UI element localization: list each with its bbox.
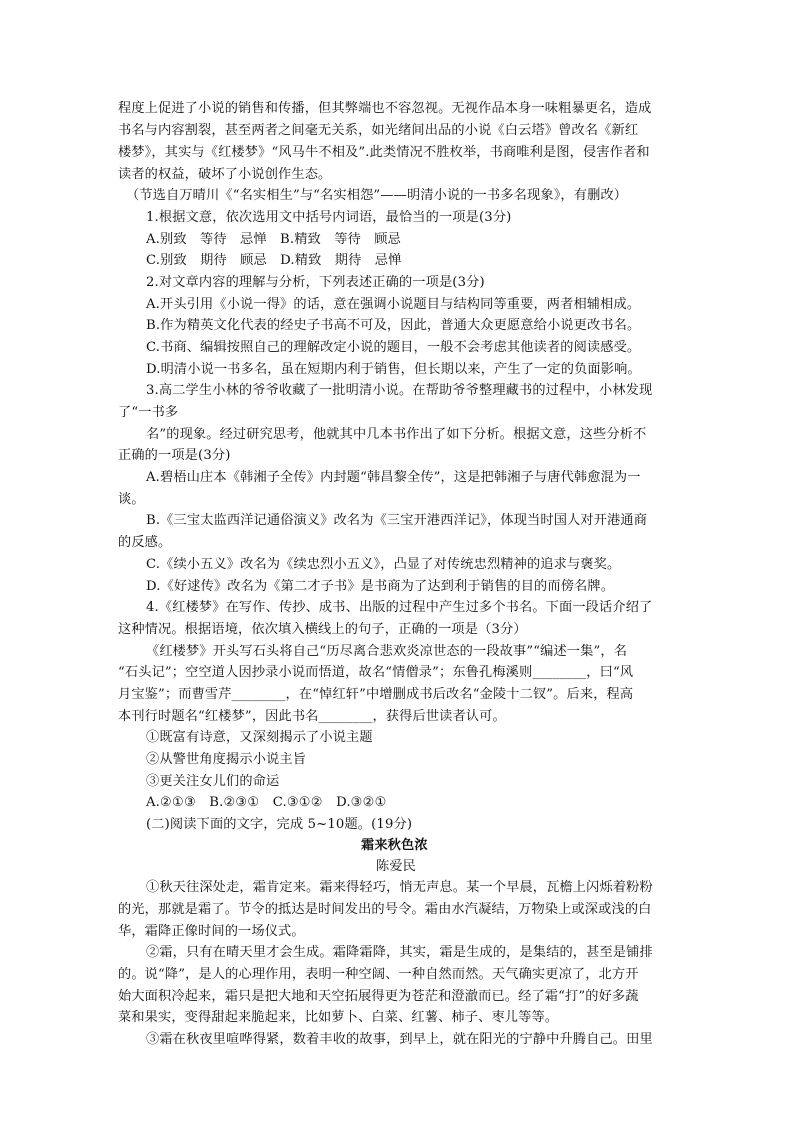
article-title: 霜来秋色浓	[361, 838, 428, 853]
question-3-option-b: B.《三宝太监西洋记通俗演义》改名为《三宝开港西洋记》，体现当时国人对开港通商	[146, 513, 648, 528]
article-paragraph-1: ①秋天往深处走，霜肯定来。霜来得轻巧，悄无声息。某一个早晨，瓦檐上闪烁着粉粉	[146, 880, 653, 895]
question-3-option-c: C.《续小五义》改名为《续忠烈小五义》，凸显了对传统忠烈精神的追求与褒奖。	[146, 557, 621, 572]
article-paragraph-3: ③霜在秋夜里喧哗得紧，数着丰收的故事，到早上，就在阳光的宁静中升腾自己。田里	[146, 1032, 653, 1047]
question-2-option-d: D.明清小说一书多名，虽在短期内利于销售，但长期以来，产生了一定的负面影响。	[146, 362, 641, 377]
question-3-stem: 正确的一项是(3分)	[118, 448, 231, 463]
question-1-options-cd: C.别致 期待 顾忌 D.精致 期待 忌惮	[146, 253, 402, 268]
question-3-option-a: A.碧梧山庄本《韩湘子全传》内封题“韩昌黎全传”，这是把韩湘子与唐代韩愈混为一	[146, 470, 641, 485]
question-4-choice-3: ③更关注女儿们的命运	[146, 774, 280, 789]
article-paragraph-1: 华，霜降正像时间的一场仪式。	[118, 924, 305, 939]
question-4-passage: 《红楼梦》开头写石头将自己“历尽离合悲欢炎凉世态的一段故事”“编述一集”，名	[146, 644, 628, 659]
article-paragraph-2: 菜和果实，变得甜起来脆起来，比如萝卜、白菜、红薯、柿子、枣儿等等。	[118, 1010, 559, 1025]
paragraph-line: 程度上促进了小说的销售和传播，但其弊端也不容忽视。无视作品本身一味粗暴更名，造成	[118, 101, 652, 116]
question-4-options: A.②①③ B.②③① C.③①② D.③②①	[146, 795, 387, 810]
question-4-stem: 4.《红楼梦》在写作、传抄、成书、出版的过程中产生过多个书名。下面一段话介绍了	[146, 600, 653, 615]
question-3-stem: 了“一书多	[118, 405, 179, 420]
question-1-options-ab: A.别致 等待 忌惮 B.精致 等待 顾忌	[146, 232, 401, 247]
question-3-stem: 名”的现象。经过研究思考，他就其中几本书作出了如下分析。根据文意，这些分析不	[146, 427, 647, 442]
question-1-stem: 1.根据文意，依次选用文中括号内词语，最恰当的一项是(3分)	[146, 210, 512, 225]
question-4-passage: “石头记”；空空道人因抄录小说而悟道，故名“情僧录”；东鲁孔梅溪则________，曰“风	[118, 665, 634, 680]
paragraph-line: 读者的权益，破坏了小说创作生态。	[118, 167, 332, 182]
question-2-option-a: A.开头引用《小说一得》的话，意在强调小说题目与结构同等重要，两者相辅相成。	[146, 297, 641, 312]
question-3-stem: 3.高二学生小林的爷爷收藏了一批明清小说。在帮助爷爷整理藏书的过程中，小林发现	[146, 383, 653, 398]
question-4-choice-1: ①既富有诗意，又深刻揭示了小说主题	[146, 730, 373, 745]
question-3-option-a: 谈。	[118, 492, 145, 507]
question-2-option-b: B.作为精英文化代表的经史子书高不可及，因此，普通大众更愿意给小说更改书名。	[146, 318, 641, 333]
question-2-option-c: C.书商、编辑按照自己的理解改定小说的题目，一般不会考虑其他读者的阅读感受。	[146, 340, 641, 355]
question-4-choice-2: ②从警世角度揭示小说主旨	[146, 752, 307, 767]
question-3-option-b: 的反感。	[118, 535, 172, 550]
paragraph-line: 楼梦》，其实与《红楼梦》“风马牛不相及”.此类情况不胜枚举，书商唯利是图，侵害作者和	[118, 145, 650, 160]
article-author: 陈爱民	[376, 859, 417, 874]
article-paragraph-2: ②霜，只有在晴天里才会生成。霜降霜降，其实，霜是生成的，是集结的，甚至是铺排	[146, 945, 653, 960]
article-paragraph-2: 的。说“降”，是人的心理作用，表明一种空阔、一种自然而然。天气确实更凉了，北方开	[118, 967, 639, 982]
article-paragraph-1: 的光，那就是霜了。节令的抵达是时间发出的号令。霜由水汽凝结，万物染上或深或浅的白	[118, 902, 652, 917]
question-2-stem: 2.对文章内容的理解与分析，下列表述正确的一项是(3分)	[146, 275, 485, 290]
question-4-stem: 这种情况。根据语境，依次填入横线上的句子，正确的一项是（3分）	[118, 622, 527, 637]
article-paragraph-2: 始大面积冷起来，霜只是把大地和天空拓展得更为苍茫和澄澈而已。经了霜“打”的好多蔬	[118, 989, 639, 1004]
question-4-passage: 月宝鉴”；而曹雪芹________，在“悼红轩”中增删成书后改名“金陵十二钗”。后来，程高	[118, 687, 634, 702]
paragraph-line: 书名与内容割裂，甚至两者之间毫无关系，如光绪间出品的小说《白云塔》曾改名《新红	[118, 123, 639, 138]
question-3-option-d: D.《好逑传》改名为《第二才子书》是书商为了达到利于销售的目的而傍名牌。	[146, 579, 615, 594]
source-citation: （节选自万晴川《“名实相生”与“名实相怨”——明清小说的一书多名现象》，有删改）	[126, 188, 628, 203]
section-heading: (二)阅读下面的文字，完成 5~10题。(19分)	[146, 817, 413, 832]
question-4-passage: 本刊行时题名“红楼梦”，因此书名________，获得后世读者认可。	[118, 709, 506, 724]
